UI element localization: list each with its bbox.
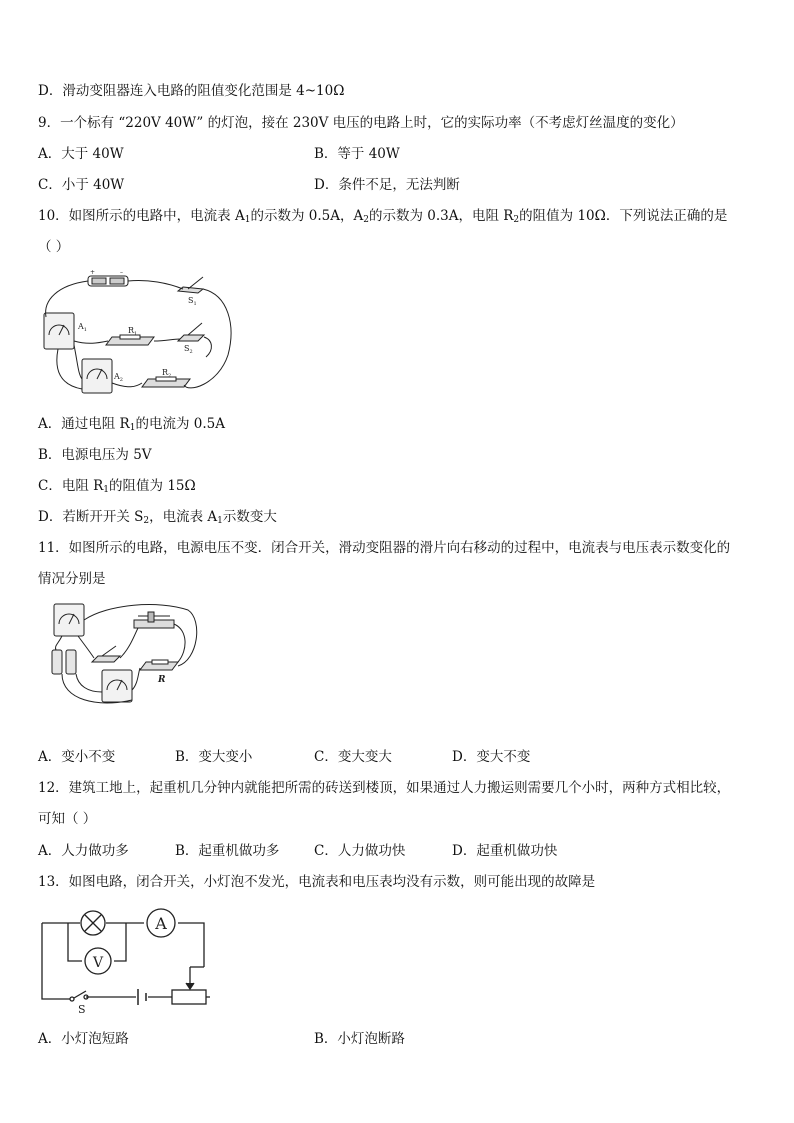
q12-option-a: A．人力做功多: [38, 843, 129, 859]
q10-option-d: D．若断开开关 $S_2$，电流表 $A_1$示数变大: [38, 509, 277, 526]
q9-option-a: A．大于 40W: [38, 146, 124, 162]
q13-switch-label: S: [78, 1003, 86, 1015]
svg-text:A: A: [155, 914, 167, 933]
q11-option-c: C．变大变大: [314, 749, 392, 765]
svg-text:–: –: [120, 269, 123, 276]
q10-a2-label: $A_2$: [114, 372, 123, 383]
q10-s2-label: $S_2$: [184, 344, 193, 355]
q8-option-d: D．滑动变阻器连入电路的阻值变化范围是 4~10Ω: [38, 83, 345, 99]
q10-r2-label: $R_2$: [162, 368, 172, 379]
q10-s1-label: $S_1$: [188, 296, 197, 307]
q9-option-c: C．小于 40W: [38, 177, 125, 193]
svg-text:V: V: [92, 955, 104, 971]
q10-stem: 10．如图所示的电路中，电流表 $A_1$的示数为 0.5A，$A_2$的示数为 0.3A，电阻 $R_2$的阻值为 10Ω．下列说法正确的是: [38, 208, 728, 225]
q13-stem: 13．如图电路，闭合开关，小灯泡不发光，电流表和电压表均没有示数，则可能出现的故障是: [38, 874, 596, 890]
q12-option-b: B．起重机做功多: [175, 843, 280, 859]
q11-option-a: A．变小不变: [38, 749, 116, 765]
q13-lamp-icon: [81, 911, 105, 935]
q11-option-b: B．变大变小: [175, 749, 253, 765]
q10-circuit-figure: [38, 265, 238, 401]
q13-option-b: B．小灯泡断路: [314, 1031, 405, 1047]
q13-battery-icon: [138, 989, 146, 1005]
q9-stem: 9．一个标有 “220V 40W” 的灯泡，接在 230V 电压的电路上时，它的实际功率（不考虑灯丝温度的变化）: [38, 115, 684, 131]
q12-option-c: C．人力做功快: [314, 843, 406, 859]
q10-option-b: B．电源电压为 5V: [38, 447, 152, 463]
q11-stem-line2: 情况分别是: [38, 571, 106, 587]
q10-r1-label: $R_1$: [128, 326, 138, 337]
q13-rheostat-icon: [172, 967, 206, 1004]
q9-option-b: B．等于 40W: [314, 146, 400, 162]
q11-r-label: R: [158, 675, 166, 685]
q13-circuit-figure: [38, 903, 214, 1015]
q11-stem-line1: 11．如图所示的电路，电源电压不变．闭合开关，滑动变阻器的滑片向右移动的过程中，电流表与电压表示数变化的: [38, 540, 731, 556]
q12-stem-line1: 12．建筑工地上，起重机几分钟内就能把所需的砖送到楼顶，如果通过人力搬运则需要几个小时，两种方式相比较，: [38, 780, 731, 796]
q9-option-d: D．条件不足，无法判断: [314, 177, 460, 193]
q10-option-c: C．电阻 $R_1$的阻值为 15Ω: [38, 478, 196, 495]
q13-switch-icon: [70, 991, 88, 1001]
svg-text:+: +: [90, 269, 96, 276]
q11-circuit-figure: [38, 600, 202, 712]
q12-option-d: D．起重机做功快: [452, 843, 558, 859]
q10-a1-label: $A_1$: [78, 322, 87, 333]
q10-option-a: A．通过电阻 $R_1$的电流为 0.5A: [38, 416, 225, 433]
q12-stem-line2: 可知（ ）: [38, 811, 97, 827]
q11-option-d: D．变大不变: [452, 749, 531, 765]
q13-option-a: A．小灯泡短路: [38, 1031, 129, 1047]
q10-answer-paren: （ ）: [38, 239, 70, 255]
q13-ammeter-icon: [147, 909, 175, 937]
q13-voltmeter-icon: [85, 948, 111, 974]
